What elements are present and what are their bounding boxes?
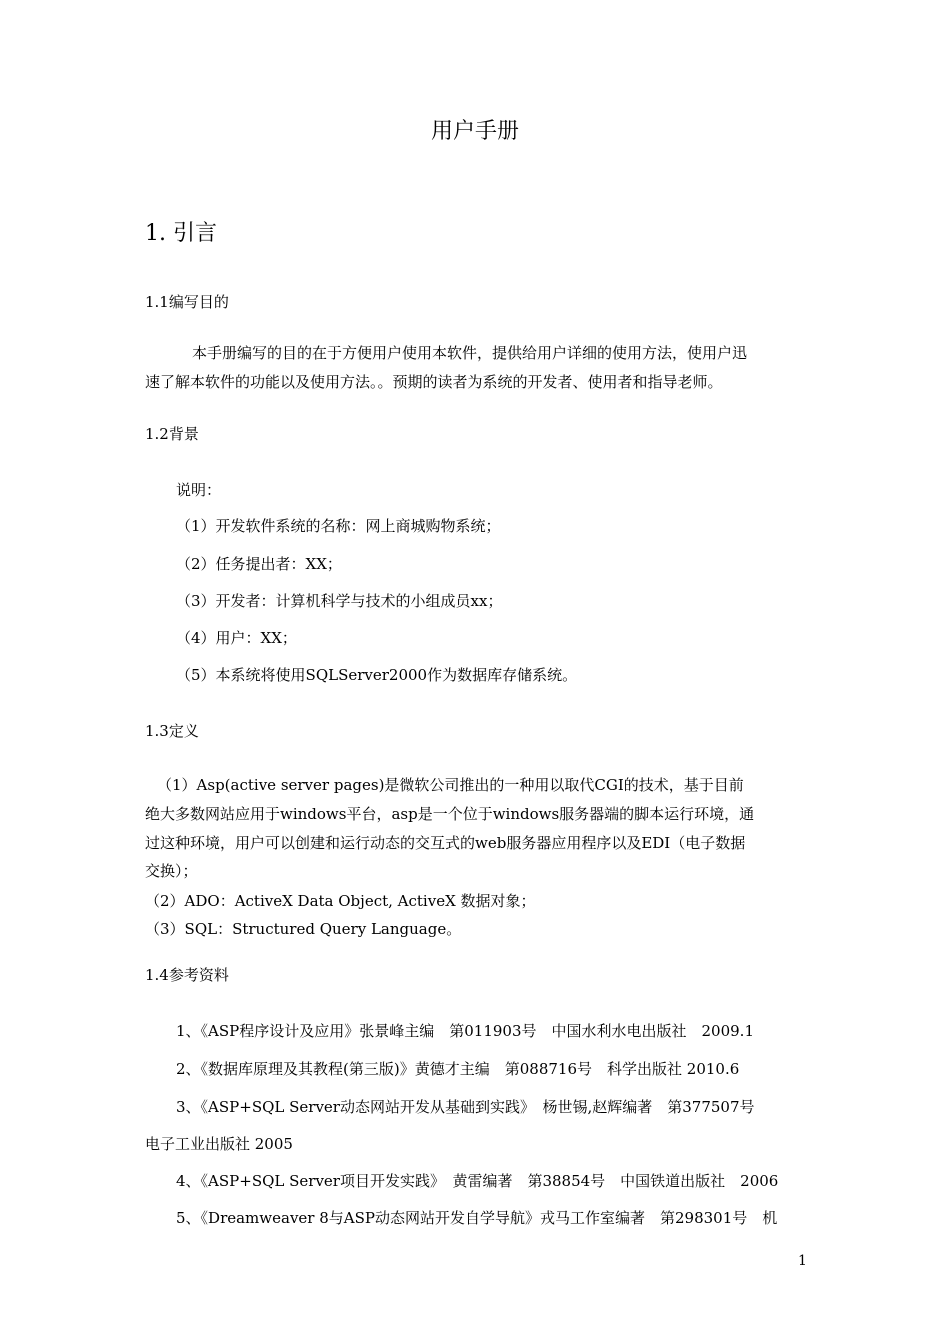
reference-item: 2、《数据库原理及其教程(第三版)》黄德才主编 第088716号 科学出版社 2010.6 xyxy=(176,1060,740,1078)
subsection-heading-background: 1.2背景 xyxy=(145,425,199,443)
subsection-heading-references: 1.4参考资料 xyxy=(145,966,229,984)
definition-sql: （3）SQL：Structured Query Language。 xyxy=(145,920,462,938)
definition-line: （1）Asp(active server pages)是微软公司推出的一种用以取代CGI的技术，基于目前 xyxy=(157,776,744,794)
document-title: 用户手册 xyxy=(430,119,519,144)
reference-item: 5、《Dreamweaver 8与ASP动态网站开发自学导航》戎马工作室编著 第298301号 机 xyxy=(176,1209,778,1227)
background-item: （3）开发者：计算机科学与技术的小组成员xx； xyxy=(176,592,503,610)
definition-line: 交换）； xyxy=(145,862,198,880)
definition-line: 绝大多数网站应用于windows平台，asp是一个位于windows服务器端的脚本运行环境，通 xyxy=(145,805,755,823)
reference-item-continued: 电子工业出版社 2005 xyxy=(145,1135,293,1153)
background-item: （1）开发软件系统的名称：网上商城购物系统； xyxy=(176,517,501,535)
background-item: （4）用户：XX； xyxy=(176,629,297,647)
page-number: 1 xyxy=(798,1253,807,1269)
background-intro: 说明： xyxy=(176,481,222,499)
section-heading-intro: 1. 引言 xyxy=(145,221,217,246)
reference-item: 4、《ASP+SQL Server项目开发实践》 黄雷编著 第38854号 中国铁道出版社 2006 xyxy=(176,1172,779,1190)
purpose-para-line1: 本手册编写的目的在于方便用户使用本软件，提供给用户详细的使用方法，使用户迅 xyxy=(192,344,748,362)
reference-item: 1、《ASP程序设计及应用》张景峰主编 第011903号 中国水利水电出版社 2009.1 xyxy=(176,1022,754,1040)
background-item: （2）任务提出者：XX； xyxy=(176,555,342,573)
subsection-heading-definitions: 1.3定义 xyxy=(145,722,199,740)
reference-item: 3、《ASP+SQL Server动态网站开发从基础到实践》 杨世锡,赵辉编著 第377507号 xyxy=(176,1098,755,1116)
definition-ado: （2）ADO：ActiveX Data Object, ActiveX 数据对象； xyxy=(145,892,536,910)
definition-line: 过这种环境，用户可以创建和运行动态的交互式的web服务器应用程序以及EDI（电子数据 xyxy=(145,834,746,852)
subsection-heading-purpose: 1.1编写目的 xyxy=(145,293,229,311)
background-item: （5）本系统将使用SQLServer2000作为数据库存储系统。 xyxy=(176,666,578,684)
purpose-para-line2: 速了解本软件的功能以及使用方法。。预期的读者为系统的开发者、使用者和指导老师。 xyxy=(145,373,723,391)
